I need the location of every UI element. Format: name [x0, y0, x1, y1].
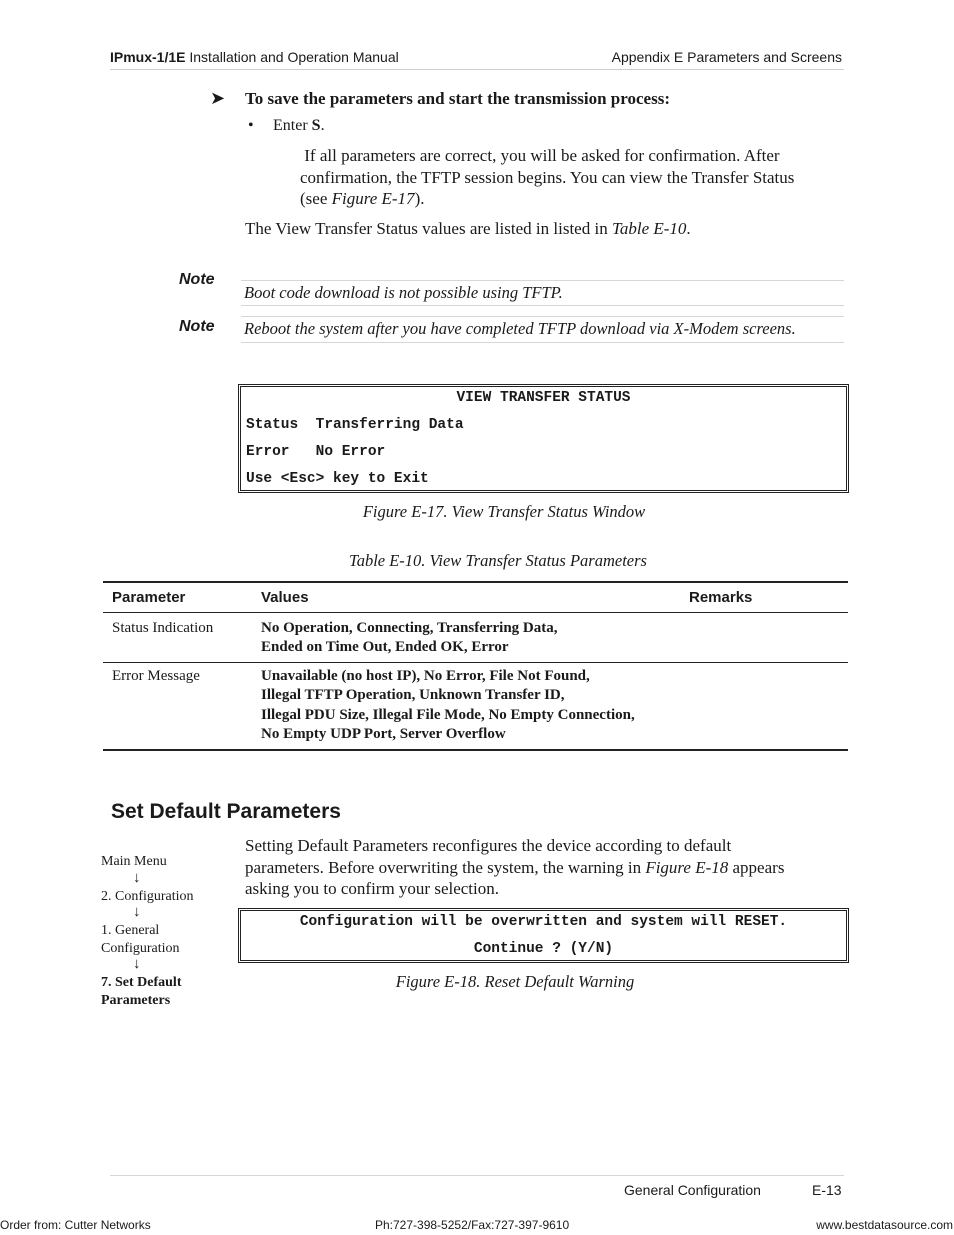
confirmation-paragraph: [300, 145, 840, 210]
note-rule-top: [241, 280, 844, 281]
terminal-status-line: Status Transferring Data: [246, 417, 464, 433]
paragraph-prefix: parameters. Before overwriting the system, the warning in: [245, 857, 646, 877]
website-link[interactable]: www.bestdatasource.com: [816, 1218, 953, 1232]
table-cell-values: [261, 667, 635, 744]
confirmation-line-3: [300, 188, 840, 210]
figure-ref-link: Figure E-17: [331, 189, 415, 208]
value-line: No Empty UDP Port, Server Overflow: [261, 725, 506, 742]
figure-ref-link: Figure E-18: [645, 857, 729, 877]
values-prefix: The View Transfer Status values are listed in listed in: [245, 219, 612, 238]
note-rule-top: [241, 316, 844, 317]
note-text: Reboot the system after you have completed TFTP download via X-Modem screens.: [244, 319, 796, 338]
step-suffix: .: [320, 117, 325, 134]
section-title: Set Default Parameters: [111, 800, 341, 823]
section-paragraph: [245, 835, 845, 900]
product-name: IPmux-1/1E: [110, 49, 186, 65]
running-header-section: Appendix E Parameters and Screens: [611, 49, 842, 65]
nav-configuration: 2. Configuration: [101, 889, 194, 904]
paragraph-suffix: appears: [728, 857, 785, 877]
running-header-title: [110, 49, 399, 65]
page-number: E-13: [812, 1182, 842, 1198]
figure-caption: Figure E-17. View Transfer Status Window: [362, 502, 646, 521]
down-arrow-icon: ↓: [133, 904, 141, 920]
note-label: Note: [179, 271, 215, 288]
confirmation-line-1: If all parameters are correct, you will be asked for confirmation. After: [300, 146, 780, 165]
see-prefix: (see: [300, 189, 332, 208]
procedure-step: [273, 117, 325, 135]
terminal-exit-line: Use <Esc> key to Exit: [246, 471, 429, 487]
down-arrow-icon: ↓: [133, 870, 141, 886]
nav-set-default-parameters: [101, 974, 182, 1010]
value-line: Illegal PDU Size, Illegal File Mode, No Empty Connection,: [261, 706, 635, 723]
table-header-rule: [103, 612, 848, 613]
nav-line: 1. General: [101, 923, 160, 938]
confirmation-line-2: confirmation, the TFTP session begins. You can view the Transfer Status: [300, 167, 795, 187]
table-caption: Table E-10. View Transfer Status Parameters: [349, 551, 647, 570]
terminal-title: VIEW TRANSFER STATUS: [456, 390, 631, 406]
column-header-values: Values: [261, 589, 309, 606]
warning-line: Configuration will be overwritten and system will RESET.: [299, 914, 788, 930]
procedure-arrow-icon: ➤: [210, 88, 226, 108]
order-info: Order from: Cutter Networks: [0, 1218, 151, 1232]
column-header-remarks: Remarks: [689, 589, 753, 606]
note-rule-bottom: [241, 305, 844, 306]
nav-main-menu: Main Menu: [101, 854, 167, 869]
manual-name: Installation and Operation Manual: [185, 49, 399, 65]
see-suffix: ).: [414, 189, 425, 208]
paragraph-line-2: [245, 857, 845, 879]
procedure-title: To save the parameters and start the transmission process:: [245, 89, 670, 108]
note-rule-bottom: [241, 342, 844, 343]
value-line: No Operation, Connecting, Transferring Data,: [261, 620, 558, 636]
figure-caption: Figure E-18. Reset Default Warning: [395, 972, 635, 991]
footer-chapter: General Configuration: [624, 1182, 761, 1198]
table-ref-link: Table E-10: [611, 219, 687, 238]
step-prefix: Enter: [273, 117, 312, 134]
step-key: S: [311, 117, 321, 134]
nav-line: Parameters: [101, 993, 171, 1008]
values-suffix: .: [686, 219, 691, 238]
reset-default-warning-window: [238, 908, 849, 963]
table-top-rule: [103, 581, 848, 583]
table-cell-values: [261, 619, 558, 658]
paragraph-line-3: asking you to confirm your selection.: [245, 879, 500, 898]
bullet-icon: •: [248, 117, 254, 134]
table-row-rule: [103, 662, 848, 663]
paragraph-line-1: Setting Default Parameters reconfigures the device according to default: [245, 836, 732, 855]
view-transfer-status-window: [238, 384, 849, 493]
contact-phone: Ph:727-398-5252/Fax:727-397-9610: [375, 1218, 570, 1232]
note-text: Boot code download is not possible using TFTP.: [244, 283, 563, 302]
down-arrow-icon: ↓: [133, 956, 141, 972]
value-line: Ended on Time Out, Ended OK, Error: [261, 639, 509, 656]
table-bottom-rule: [103, 749, 848, 751]
header-rule: [110, 69, 844, 70]
values-paragraph: [245, 218, 691, 240]
note-label: Note: [179, 318, 215, 335]
nav-general-configuration: [101, 922, 180, 958]
footer-rule: [110, 1175, 844, 1176]
nav-line: Configuration: [101, 941, 180, 956]
table-cell-parameter: Error Message: [112, 668, 200, 684]
terminal-error-line: Error No Error: [246, 444, 386, 460]
confirm-prompt: Continue ? (Y/N): [473, 941, 614, 957]
value-line: Illegal TFTP Operation, Unknown Transfer ID,: [261, 687, 565, 704]
nav-line: 7. Set Default: [101, 975, 182, 990]
column-header-parameter: Parameter: [112, 589, 186, 606]
table-cell-parameter: Status Indication: [112, 620, 214, 636]
value-line: Unavailable (no host IP), No Error, File Not Found,: [261, 668, 590, 684]
